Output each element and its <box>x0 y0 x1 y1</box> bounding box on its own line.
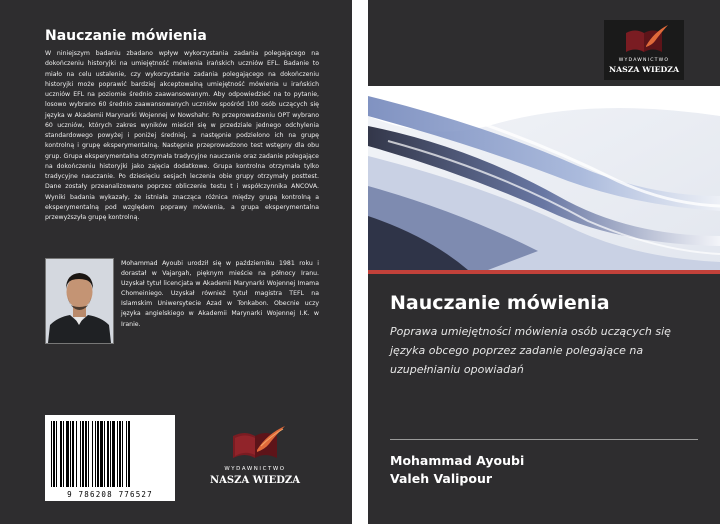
book-title: Nauczanie mówienia <box>390 292 610 314</box>
book-quill-icon <box>604 20 684 58</box>
barcode-bar <box>63 421 64 487</box>
barcode-bar <box>119 421 121 487</box>
barcode-bar <box>72 421 74 487</box>
barcode-bar <box>80 421 81 487</box>
author-name: Valeh Valipour <box>390 471 493 486</box>
publisher-logo <box>205 422 305 490</box>
accent-bar <box>368 270 720 274</box>
barcode-bar <box>82 421 84 487</box>
barcode-bar <box>100 421 103 487</box>
barcode-bar <box>92 421 93 487</box>
isbn-number: 9 786208 776527 <box>67 490 153 499</box>
publisher-wydawnictwo: WYDAWNICTWO <box>618 58 670 63</box>
back-cover <box>0 0 352 524</box>
barcode-bar <box>122 421 123 487</box>
publisher-wydawnictwo: WYDAWNICTWO <box>224 466 286 472</box>
barcode-bar <box>66 421 69 487</box>
front-cover <box>368 0 720 524</box>
barcode-bar <box>70 421 71 487</box>
author-bio: Mohammad Ayoubi urodził się w październiku 1981 roku i dorastał w Vajargah, pięknym mieście na północy Iranu. Uzyskał tytuł licencjata w Akademii Marynarki Wojennej Imama Chomeiniego. Uzyskał również tytuł magistra TEFL na Islamskim Uniwersytecie Azad w Tonkabon. Obecnie uczy języka angielskiego w Akademii Marynarki Wojennej I.K. w Iranie. <box>121 260 319 328</box>
barcode-bar <box>85 421 87 487</box>
barcode-bar <box>117 421 118 487</box>
front-publisher-logo <box>604 20 684 80</box>
back-cover-title: Nauczanie mówienia <box>45 28 207 44</box>
barcode-bar <box>112 421 115 487</box>
abstract-text: W niniejszym badaniu zbadano wpływ wykorzystania zadania polegającego na dokończeniu historyjki na umiejętność mówienia irańskich uczniów EFL. Badanie to miało na celu ustalenie, czy wykorzystanie zadania polegającego na dokończeniu historyjki może poprawić bardziej akceptowalną umiejętność mówienia u irańskich uczniów EFL na poziomie średnio zaawansowanym. Aby odpowiedzieć na to pytanie, losowo wybrano 60 średnio zaawansowanych uczniów spośród 100 osób uczących się języka w Akademii Marynarki Wojennej w Nowshahr. Po przeprowadzeniu OPT wybrano 60 uczniów, których zakres wyników mieścił się w przedziale jednego odchylenia standardowego powyżej i poniżej średniej, a następnie podzielono ich na grupę kontrolną i grupę eksperymentalną. Następnie przeprowadzono test wstępny dla obu grup. Grupa eksperymentalna otrzymała tradycyjne nauczanie oraz zadanie polegające na dokończeniu historyjki jako zajęcia dodatkowe. Grupa kontrolna otrzymała tylko tradycyjne nauczanie. Po dziesięciu sesjach leczenia obie grupy otrzymały posttest. Dane zostały przeanalizowane poprzez obliczenie testu t i współczynnika ANCOVA. Wyniki badania wykazały, że istniała znacząca różnica między grupą kontrolną a eksperymentalną pod względem poprawy mówienia, a grupa eksperymentalna przewyższyła grupę kontrolną. <box>45 50 319 221</box>
publisher-name: NASZA WIEDZA <box>608 65 680 74</box>
spine <box>352 0 368 524</box>
barcode-bar <box>88 421 89 487</box>
barcode-bar <box>128 421 130 487</box>
barcode-bar <box>53 421 55 487</box>
barcode-bar <box>76 421 77 487</box>
barcode-bar <box>56 421 57 487</box>
barcode-bar <box>107 421 109 487</box>
barcode-bar <box>60 421 62 487</box>
book-subtitle: Poprawa umiejętności mówienia osób uczących się języka obcego poprzez zadanie polegające na uzupełnianiu opowiadań <box>390 325 671 376</box>
barcode-bar <box>97 421 99 487</box>
barcode-bar <box>51 421 52 487</box>
author-name: Mohammad Ayoubi <box>390 453 525 468</box>
barcode-bar <box>95 421 96 487</box>
cover-abstract-image <box>368 86 720 270</box>
book-quill-icon <box>205 422 305 466</box>
author-photo <box>45 258 114 344</box>
barcode <box>45 415 175 501</box>
barcode-bar <box>126 421 127 487</box>
publisher-name: NASZA WIEDZA <box>210 475 300 486</box>
barcode-bar <box>104 421 105 487</box>
divider <box>390 439 698 440</box>
barcode-bar <box>110 421 111 487</box>
